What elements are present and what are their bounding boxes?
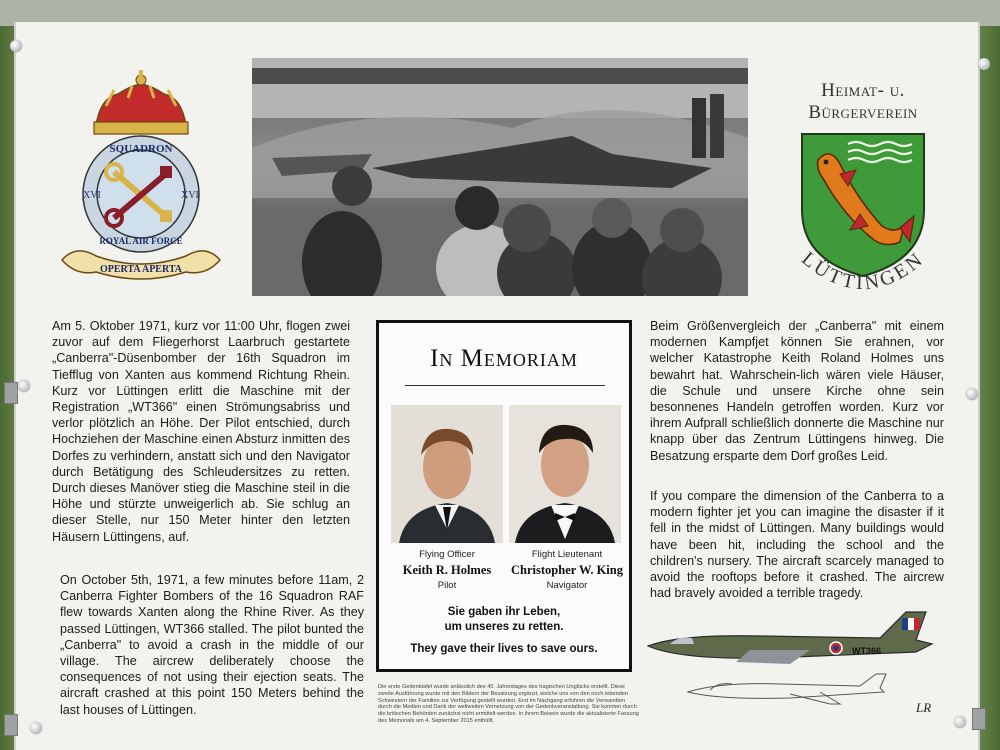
association-heading <box>778 80 948 124</box>
luettingen-coat-of-arms <box>778 130 948 300</box>
in-memoriam-panel <box>376 320 632 672</box>
navigator-portrait <box>509 405 621 543</box>
squadron-crest <box>56 68 226 288</box>
crest-numeral-left: XVI <box>83 190 101 201</box>
bolt <box>30 722 42 734</box>
pilot-portrait <box>391 405 503 543</box>
frame-clamp <box>4 382 18 404</box>
pilot-role: Pilot <box>437 580 457 591</box>
english-text-left: On October 5th, 1971, a few minutes before 11am, 2 Canberra Fighter Bombers of the 16 Squadron RAF flew towards Xanten along the Rhine River. As they passed Lüttingen, WT366 stalled. The pilot bunted the „Canberra" to avoid a crash in the middle of our village. The aircrew deliberately choose the consequences of not using their ejection seats. The aircraft crashed at this point 150 Meters behind the last houses of Lüttingen. <box>60 573 364 717</box>
canberra-aircraft-icon <box>648 612 932 664</box>
navigator-role: Navigator <box>546 580 588 591</box>
pilot-rank: Flying Officer <box>419 549 475 560</box>
title-divider <box>405 385 605 386</box>
artist-signature: LR <box>916 700 932 715</box>
pilot-name: Keith R. Holmes <box>402 563 492 577</box>
frame-clamp <box>4 714 18 736</box>
english-text-right: If you compare the dimension of the Canberra to a modern fighter jet you can imagine the disaster if it fell in the midst of Lüttingen. Many buildings would have been hit, including the school and the children's nursery. The aircraft scarcely managed to avoid the rooftops before it crashed. The aircrew had bravely avoided a terrible tragedy. <box>650 489 944 601</box>
german-text-left: Am 5. Oktober 1971, kurz vor 11:00 Uhr, flogen zwei zuvor auf dem Fliegerhorst Laarbruch gestartete „Canberra"-Düsenbomber der 16th Squadron im Tiefflug von Xanten aus kommend Richtung Rhein. Kurz vor Lüttingen erlitt die Maschine mit der Registration „WT366" einen Strömungsabriss und verlor plötzlich an Höhe. Der Pilot entschied, durch Hochziehen der Maschine einen Absturz inmitten des Dorfes zu verhindern, anstatt sich und den Navigator durch Betätigung des Schleudersitzes zu retten. Durch dieses Manöver stieg die Maschine steil in die Höhe und stürzte unweigerlich ab. Sie schlug an dieser Stelle, nur 150 Meter hinter den letzten Häusern Lüttingens, auf. <box>52 319 350 544</box>
navigator-rank: Flight Lieutenant <box>531 549 603 560</box>
bolt <box>18 380 30 392</box>
aircraft-comparison-illustration <box>640 600 940 720</box>
bolt <box>954 716 966 728</box>
aircraft-registration: WT366 <box>852 646 882 656</box>
bolt <box>966 388 978 400</box>
dedication-english: They gave their lives to save ours. <box>410 643 598 655</box>
fine-print: Die erste Gedenktafel wurde anlässlich des 40. Jahrestages des tragischen Unglücks erstellt. Diese zweite Ausführung wurde mit den Bildern der Besatzung ergänzt, welche uns von den noch lebenden Schwestern der Familien zur Verfügung gestellt wurden. Erst im Nachgang erfuhren die Verwandten durch die Medien und Dank der weltweiten Vernetzung von der Gedenkveranstaltung. Sie konnten durch die britischen Behörden zunächst nicht ermittelt werden. In ihrem Beisein wurde die aktualisierte Fassung des Memorials am 4. September 2015 enthüllt. <box>378 684 639 724</box>
crest-numeral-right: XVI <box>181 190 199 201</box>
crest-squadron-label: SQUADRON <box>109 143 173 155</box>
crash-site-photo <box>252 58 748 296</box>
modern-fighter-jet-icon <box>688 674 886 704</box>
frame-clamp <box>972 708 986 730</box>
dedication-german <box>379 605 629 635</box>
navigator-name: Christopher W. King <box>511 563 623 577</box>
association-line2: Bürgerverein <box>808 102 918 123</box>
bolt <box>10 40 22 52</box>
dedication-german-line2: um unseres zu retten. <box>444 621 564 633</box>
dedication-german-line1: Sie gaben ihr Leben, <box>447 606 561 618</box>
german-text-right: Beim Größenvergleich der „Canberra" mit einem modernen Kampfjet können Sie erahnen, vor welcher Katastrophe Keith Roland Holmes uns bewahrt hat. Wahrschein-lich wären viele Häuser, die Schule und unsere Kirche ohne sein besonnenes Handeln getroffen worden. Kurz vor ihrem Aufprall schließlich donnerte die Maschine nur knapp über das Zentrum Lüttingens hinweg. Die Besatzung ersparte dem Dorf großes Leid. <box>650 319 944 463</box>
bolt <box>978 58 990 70</box>
crown-icon <box>94 70 188 134</box>
crest-motto: OPERTA APERTA <box>100 264 182 275</box>
crest-ring-label: ROYAL AIR FORCE <box>99 236 183 246</box>
memoriam-title: In Memoriam <box>430 345 578 372</box>
town-name: LÜTTINGEN <box>797 247 929 295</box>
association-line1: Heimat- u. <box>821 80 905 101</box>
